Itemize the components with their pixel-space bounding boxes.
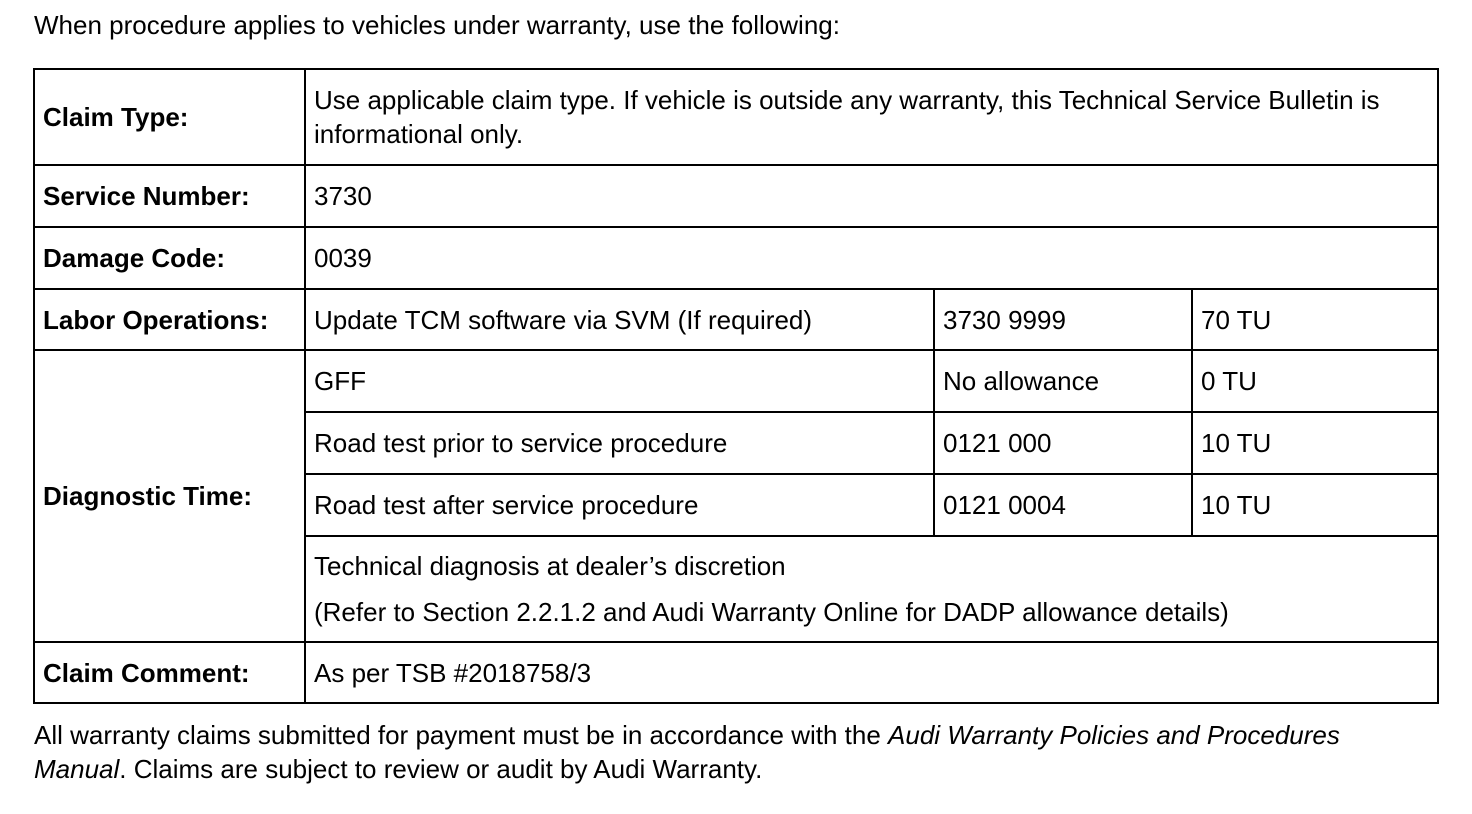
dadp-reference-text: (Refer to Section 2.2.1.2 and Audi Warranty Online for DADP allowance details) bbox=[314, 597, 1229, 627]
footer-text-after: . Claims are subject to review or audit by Audi Warranty. bbox=[119, 754, 763, 784]
warranty-claim-table bbox=[33, 68, 1439, 704]
labor-operation-time: 70 TU bbox=[1192, 289, 1438, 350]
footer-text-before: All warranty claims submitted for payment must be in accordance with the bbox=[34, 720, 889, 750]
claim-comment-value: As per TSB #2018758/3 bbox=[305, 642, 1438, 703]
diagnostic-code: No allowance bbox=[934, 350, 1192, 412]
diagnostic-description: Road test prior to service procedure bbox=[305, 412, 934, 474]
labor-operations-label: Labor Operations: bbox=[34, 289, 305, 350]
row-claim-comment bbox=[34, 642, 1438, 703]
diagnostic-time-label: Diagnostic Time: bbox=[34, 350, 305, 642]
service-number-value: 3730 bbox=[305, 165, 1438, 227]
diagnostic-description: GFF bbox=[305, 350, 934, 412]
diagnostic-description: Road test after service procedure bbox=[305, 474, 934, 536]
diagnostic-time-value: 10 TU bbox=[1192, 412, 1438, 474]
labor-operation-description: Update TCM software via SVM (If required) bbox=[305, 289, 934, 350]
diagnostic-code: 0121 000 bbox=[934, 412, 1192, 474]
claim-comment-label: Claim Comment: bbox=[34, 642, 305, 703]
row-claim-type bbox=[34, 69, 1438, 165]
diagnostic-time-value: 0 TU bbox=[1192, 350, 1438, 412]
damage-code-label: Damage Code: bbox=[34, 227, 305, 289]
damage-code-value: 0039 bbox=[305, 227, 1438, 289]
service-number-label: Service Number: bbox=[34, 165, 305, 227]
diagnostic-code: 0121 0004 bbox=[934, 474, 1192, 536]
row-damage-code bbox=[34, 227, 1438, 289]
row-service-number bbox=[34, 165, 1438, 227]
technical-diagnosis-text: Technical diagnosis at dealer’s discretion bbox=[314, 551, 786, 581]
technical-diagnosis-cell bbox=[305, 536, 1438, 642]
footer-note bbox=[34, 718, 1438, 786]
intro-text: When procedure applies to vehicles under warranty, use the following: bbox=[34, 10, 840, 40]
manual-title: Audi Warranty Policies and Procedures Manual bbox=[34, 720, 1340, 784]
labor-operation-code: 3730 9999 bbox=[934, 289, 1192, 350]
row-labor-operations bbox=[34, 289, 1438, 350]
diagnostic-time-value: 10 TU bbox=[1192, 474, 1438, 536]
row-diagnostic-gff bbox=[34, 350, 1438, 412]
claim-type-label: Claim Type: bbox=[34, 69, 305, 165]
claim-type-value: Use applicable claim type. If vehicle is outside any warranty, this Technical Service Bulletin is informational only. bbox=[305, 69, 1438, 165]
